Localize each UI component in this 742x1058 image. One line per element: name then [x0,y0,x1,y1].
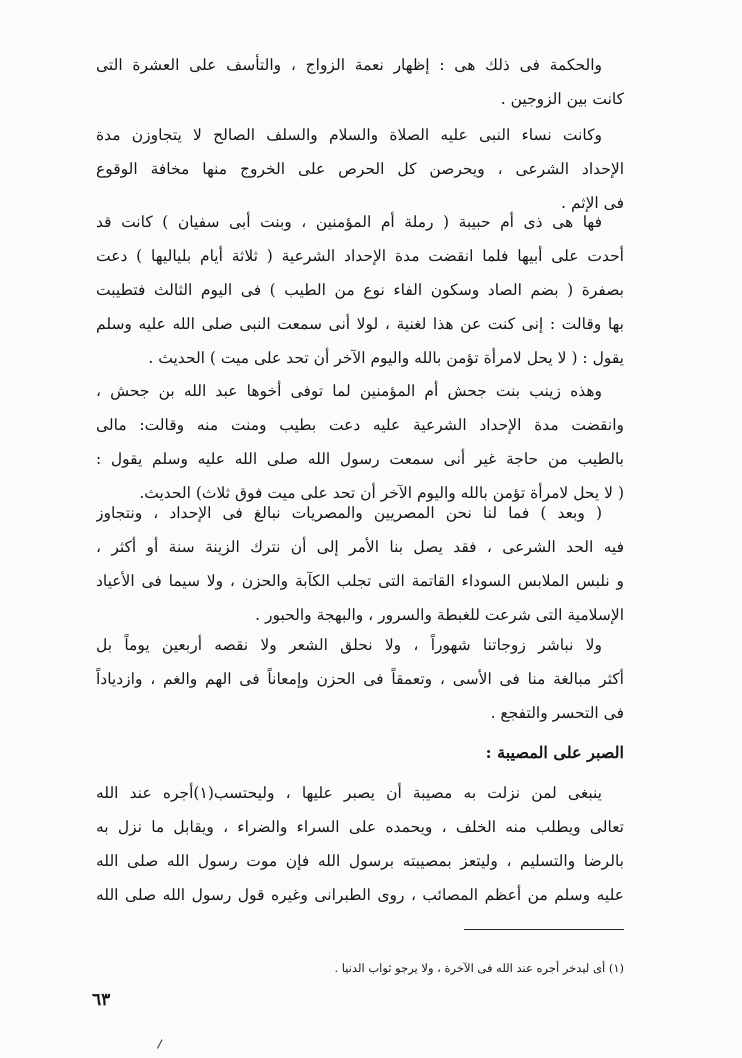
text-line: وكانت نساء النبى عليه الصلاة والسلام والسلف الصالح لا يتجاوزن مدة [96,126,602,144]
text-line: أحدت على أبيها فلما انقضت مدة الإحداد الشرعية ( ثلاثة أيام بلياليها ) دعت [96,247,624,265]
paragraph-exaggeration [96,628,624,730]
scan-mark [157,1039,166,1050]
section-heading: الصبر على المصيبة : [485,743,624,762]
paragraph-zaynab [96,374,624,510]
text-line: و نلبس الملابس السوداء القاتمة التى تجلب الكآبة والحزن ، ولا سيما فى الأعياد [96,572,624,590]
text-line: وانقضت مدة الإحداد الشرعية عليه دعت بطيب ومنت منه وقالت: مالى [96,416,624,434]
text-line: بالطيب من حاجة غير أنى سمعت رسول الله صلى الله عليه وسلم يقول : [96,450,624,468]
text-line: تعالى ويطلب منه الخلف ، ويحمده على السراء والضراء ، ويقابل ما نزل به [96,818,624,836]
text-line: بالرضا والتسليم ، وليتعز بمصيبته برسول الله فإن موت رسول الله صلى الله [96,852,624,870]
text-line: ينبغى لمن نزلت به مصيبة أن يصبر عليها ، وليحتسب(١)أجره عند الله [96,784,602,802]
text-line: وهذه زينب بنت جحش أم المؤمنين لما توفى أخوها عبد الله بن جحش ، [96,382,602,400]
text-line: فى الإثم . [561,194,624,212]
text-line: عليه وسلم من أعظم المصائب ، روى الطبرانى وغيره قول رسول الله صلى الله [96,886,624,904]
text-line: ( وبعد ) فما لنا نحن المصريين والمصريات نبالغ فى الإحداد ، ونتجاوز [96,504,602,522]
paragraph-umm-habiba [96,205,624,375]
text-line: الإحداد الشرعى ، ويحرصن كل الحرص على الخروج منها مخافة الوقوع [96,160,624,178]
text-line: بصفرة ( بضم الصاد وسكون الفاء نوع من الطيب ) فى اليوم الثالث فتطيبت [96,281,624,299]
paragraph-patience [96,776,624,912]
text-line: بها وقالت : إنى كنت عن هذا لغنية ، لولا أنى سمعت النبى صلى الله عليه وسلم [96,315,624,333]
text-line: الإسلامية التى شرعت للغبطة والسرور ، والبهجة والحبور . [255,606,624,624]
text-line: ( لا يحل لامرأة تؤمن بالله واليوم الآخر أن تحد على ميت فوق ثلاث) الحديث. [139,484,624,502]
text-line: ولا نباشر زوجاتنا شهوراً ، ولا نحلق الشعر ولا نقصه أربعين يوماً بل [96,636,602,654]
text-line: فيه الحد الشرعى ، فقد يصل بنا الأمر إلى أن نترك الزينة سنة أو أكثر ، [96,538,624,556]
text-line: أكثر مبالغة منا فى الأسى ، وتعمقاً فى الحزن وإمعاناً فى الهم والغم ، وازدياداً [96,670,624,688]
text-line: كانت بين الزوجين . [500,90,624,108]
text-line: فها هى ذى أم حبيبة ( رملة أم المؤمنين ، وبنت أبى سفيان ) كانت قد [96,213,602,231]
footnote: (١) أى ليدخر أجره عند الله فى الآخرة ، ولا يرجو ثواب الدنيا . [334,961,624,975]
text-line: يقول : ( لا يحل لامرأة تؤمن بالله واليوم الآخر أن تحد على ميت ) الحديث . [148,349,624,367]
page-number: ٦٣ [92,990,111,1010]
footnote-divider [464,929,624,930]
paragraph-wisdom [96,48,624,116]
text-line: فى التحسر والتفجع . [490,704,624,722]
paragraph-egyptians [96,496,624,632]
text-line: والحكمة فى ذلك هى : إظهار نعمة الزواج ، والتأسف على العشرة التى [96,56,602,74]
